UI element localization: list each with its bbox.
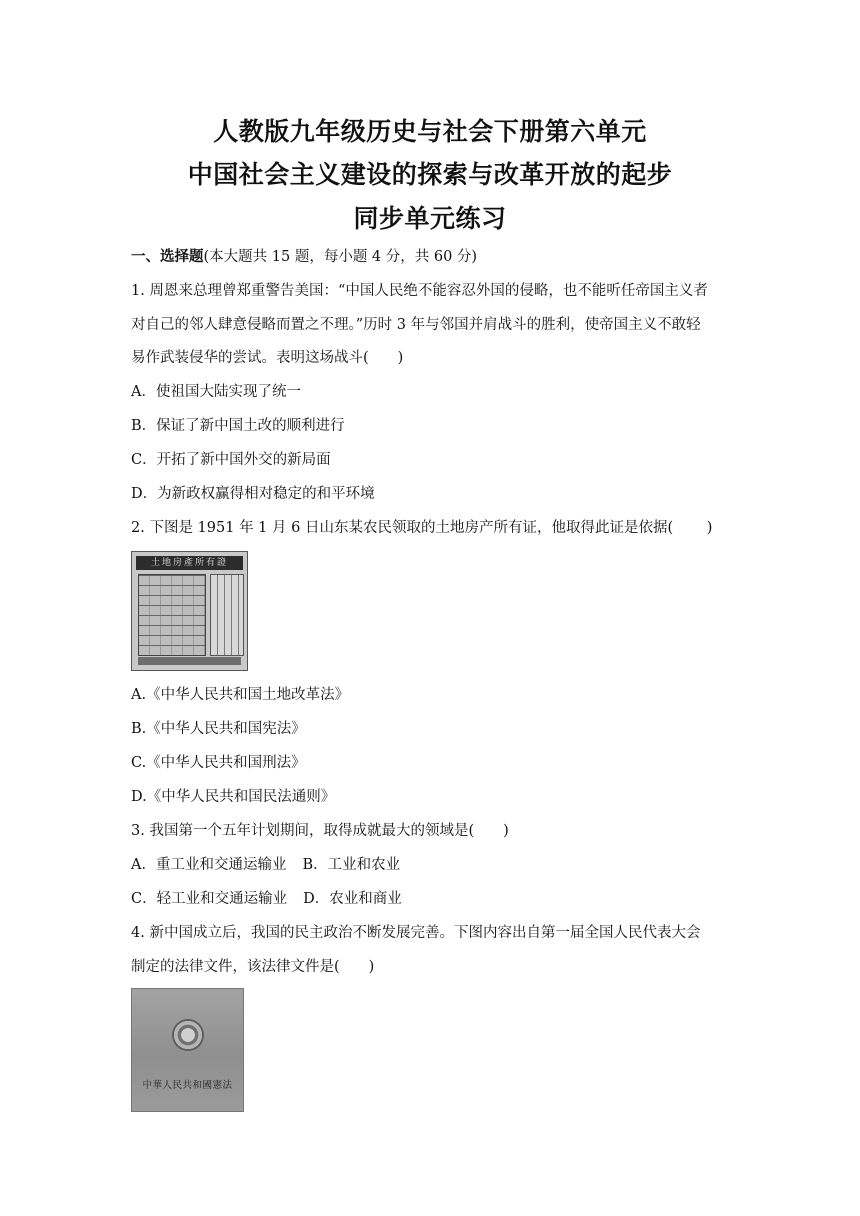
q3-stem: 3. 我国第一个五年计划期间，取得成就最大的领域是( ) — [131, 823, 509, 839]
q4-stem-line-2: 制定的法律文件，该法律文件是( ) — [131, 959, 375, 975]
land-deed-header: 土地房產所有證 — [136, 556, 243, 570]
land-deed-table — [138, 574, 206, 656]
title-line-2: 中国社会主义建设的探索与改革开放的起步 — [187, 160, 673, 189]
q1-option-a: A．使祖国大陆实现了统一 — [131, 384, 301, 400]
q2-option-d: D.《中华人民共和国民法通则》 — [131, 789, 336, 805]
land-deed-image — [131, 551, 248, 671]
section-heading-line — [131, 247, 741, 267]
q1-stem-line-1: 1. 周恩来总理曾郑重警告美国：“中国人民绝不能容忍外国的侵略，也不能听任帝国主义者 — [131, 283, 708, 299]
q2-option-b: B.《中华人民共和国宪法》 — [131, 721, 306, 737]
q3-option-c: C．轻工业和交通运输业 — [131, 891, 288, 907]
q3-options-row-2 — [131, 889, 741, 909]
land-deed-side-columns — [210, 574, 244, 656]
title-line-1: 人教版九年级历史与社会下册第六单元 — [213, 117, 647, 146]
q1-stem-line-3: 易作武装侵华的尝试。表明这场战斗( ) — [131, 350, 404, 366]
q2-option-a: A.《中华人民共和国土地改革法》 — [131, 687, 350, 703]
q3-option-d: D．农业和商业 — [303, 891, 402, 907]
q1-option-c: C．开拓了新中国外交的新局面 — [131, 452, 331, 468]
q3-options-row-1 — [131, 855, 741, 875]
q1-stem-line-2: 对自己的邻人肆意侵略而置之不理。”历时 3 年与邻国并肩战斗的胜利，使帝国主义不敢轻 — [131, 317, 701, 333]
q1-option-d: D．为新政权赢得相对稳定的和平环境 — [131, 486, 375, 502]
national-emblem-icon — [172, 1019, 204, 1051]
q2-option-c: C.《中华人民共和国刑法》 — [131, 755, 306, 771]
q1-option-b: B．保证了新中国土改的顺利进行 — [131, 418, 345, 434]
section-heading: 一、选择题 — [131, 249, 204, 265]
q3-option-b: B．工业和农业 — [302, 857, 401, 873]
q2-stem: 2. 下图是 1951 年 1 月 6 日山东某农民领取的土地房产所有证，他取得此证是依据( ) — [131, 520, 713, 536]
q3-option-a: A．重工业和交通运输业 — [131, 857, 287, 873]
q4-stem-line-1: 4. 新中国成立后，我国的民主政治不断发展完善。下图内容出自第一届全国人民代表大会 — [131, 925, 701, 941]
section-note: (本大题共 15 题，每小题 4 分，共 60 分) — [203, 249, 478, 265]
constitution-cover-title: 中華人民共和國憲法 — [142, 1080, 233, 1091]
land-deed-bottom — [138, 657, 241, 665]
title-line-3: 同步单元练习 — [353, 204, 507, 233]
constitution-cover-image — [131, 988, 244, 1112]
